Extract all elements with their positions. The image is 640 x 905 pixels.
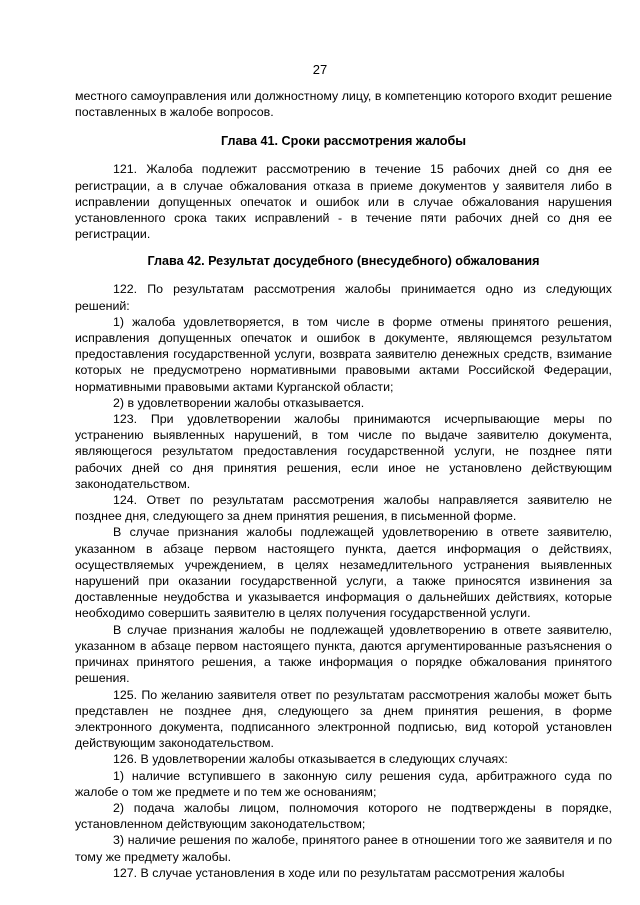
chapter-41-heading: Глава 41. Сроки рассмотрения жалобы	[220, 134, 467, 149]
paragraph-126-item-2: 2) подача жалобы лицом, полномочия которого не подтверждены в порядке, установленном действующим законодательством;	[75, 800, 612, 832]
paragraph-124-satisfied: В случае признания жалобы подлежащей удовлетворению в ответе заявителю, указанном в абзаце первом настоящего пункта, дается информация о действиях, осуществляемых учреждением, в целях незамедлительного устранения выявленных нарушений при оказании государственной услуги, а также приносятся извинения за доставленные неудобства и указывается информация о дальнейших действиях, которые необходимо совершить заявителю в целях получения государственной услуги.	[75, 525, 612, 621]
continuation-paragraph: местного самоуправления или должностному лицу, в компетенцию которого входит решение поставленных в жалобе вопросов.	[75, 89, 612, 120]
paragraph-121: 121. Жалоба подлежит рассмотрению в течение 15 рабочих дней со дня ее регистрации, а в случае обжалования отказа в приеме документов у заявителя либо в исправлении допущенных опечаток и ошибок или в случае обжалования нарушения установленного срока таких исправлений - в течение пяти рабочих дней со дня ее регистрации.	[75, 162, 612, 242]
paragraph-122-item-1: 1) жалоба удовлетворяется, в том числе в форме отмены принятого решения, исправления допущенных опечаток и ошибок в документе, являющемся результатом предоставления государственной услуги, возврата заявителю денежных средств, взимание которых не предусмотрено нормативными правовыми актами Российской Федерации, нормативными правовыми актами Курганской области;	[75, 314, 612, 394]
paragraph-126-item-3: 3) наличие решения по жалобе, принятого ранее в отношении того же заявителя и по тому же предмету жалобы.	[75, 833, 612, 864]
paragraph-124-rejected: В случае признания жалобы не подлежащей удовлетворению в ответе заявителю, указанном в абзаце первом настоящего пункта, даются аргументированные разъяснения о причинах принятого решения, а также информация о порядке обжалования принятого решения.	[75, 622, 612, 686]
paragraph-123: 123. При удовлетворении жалобы принимаются исчерпывающие меры по устранению выявленных нарушений, в том числе по выдаче заявителю документа, являющегося результатом предоставления государственной услуги, не позднее пяти рабочих дней со дня принятия решения, если иное не установлено действующим законодательством.	[75, 412, 612, 491]
paragraph-125: 125. По желанию заявителя ответ по результатам рассмотрения жалобы может быть представлен не позднее дня, следующего за днем принятия решения, в форме электронного документа, подписанного электронной подписью, вид которой установлен действующим законодательством.	[75, 687, 612, 751]
paragraph-126-item-1: 1) наличие вступившего в законную силу решения суда, арбитражного суда по жалобе о том же предмете и по тем же основаниям;	[75, 768, 612, 799]
page-number: 27	[312, 62, 328, 77]
chapter-42-heading: Глава 42. Результат досудебного (внесудебного) обжалования	[147, 254, 540, 269]
paragraph-122: 122. По результатам рассмотрения жалобы принимается одно из следующих решений:	[75, 282, 612, 313]
paragraph-127: 127. В случае установления в ходе или по результатам рассмотрения жалобы	[113, 865, 565, 880]
paragraph-126: 126. В удовлетворении жалобы отказывается в следующих случаях:	[113, 752, 508, 767]
page-body	[75, 88, 612, 881]
paragraph-124: 124. Ответ по результатам рассмотрения жалобы направляется заявителю не позднее дня, следующего за днем принятия решения, в письменной форме.	[75, 493, 612, 524]
paragraph-122-item-2: 2) в удовлетворении жалобы отказывается.	[113, 395, 365, 410]
